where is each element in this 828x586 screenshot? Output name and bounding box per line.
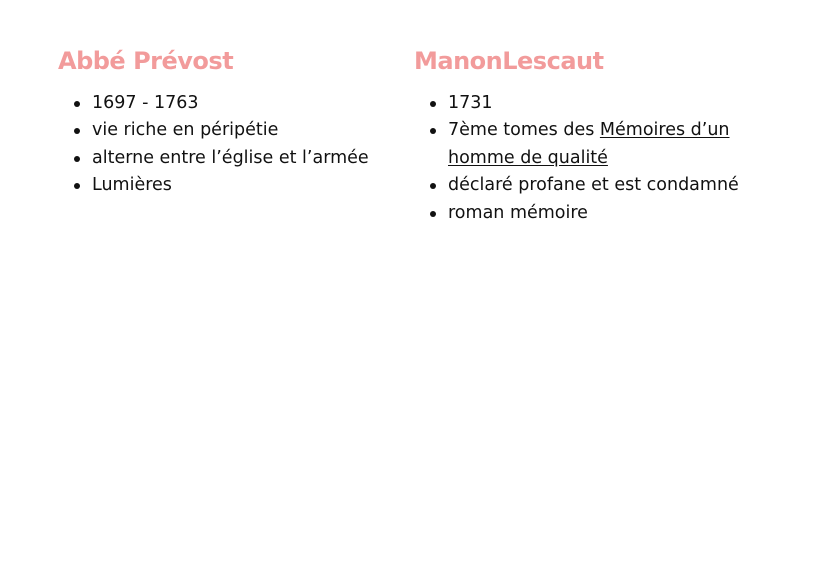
list-item-text: Lumières — [92, 175, 172, 196]
list-item — [414, 200, 774, 227]
list-item — [414, 172, 774, 199]
bullet-icon — [74, 101, 80, 107]
list-item — [414, 90, 774, 117]
bullet-icon — [430, 211, 436, 217]
list-item-text: déclaré profane et est condamné — [448, 175, 739, 196]
bullet-icon — [430, 128, 436, 134]
left-column — [58, 44, 388, 200]
list-item-text: 7ème tomes des — [448, 120, 600, 141]
author-title: Abbé Prévost — [58, 47, 234, 75]
work-facts-list — [414, 90, 774, 227]
list-item-text: 1731 — [448, 93, 493, 113]
list-item — [58, 90, 388, 117]
work-title: ManonLescaut — [414, 47, 604, 75]
bullet-icon — [74, 183, 80, 189]
list-item — [58, 145, 388, 172]
list-item — [58, 117, 388, 144]
bullet-icon — [430, 183, 436, 189]
bullet-icon — [430, 101, 436, 107]
bullet-icon — [74, 156, 80, 162]
list-item — [58, 172, 388, 199]
memoires-reference: Mémoires d’un homme de qualité — [448, 120, 730, 168]
right-column — [414, 44, 774, 227]
list-item-text: roman mémoire — [448, 202, 588, 223]
author-facts-list — [58, 90, 388, 200]
list-item-text: 1697 - 1763 — [92, 93, 199, 113]
list-item-text: alterne entre l’église et l’armée — [92, 147, 369, 168]
list-item — [414, 117, 774, 172]
bullet-icon — [74, 128, 80, 134]
list-item-text: vie riche en péripétie — [92, 120, 279, 141]
